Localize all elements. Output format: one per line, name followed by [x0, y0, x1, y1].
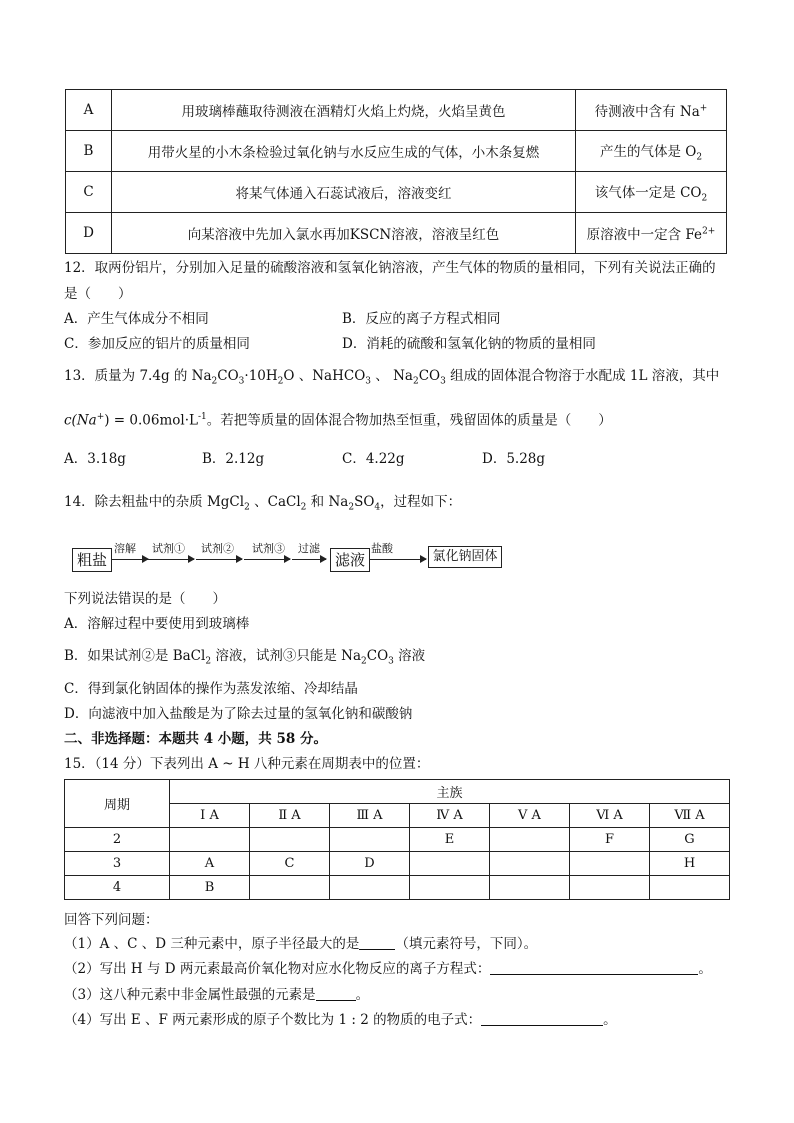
element-cell [490, 876, 570, 900]
table-row [65, 780, 730, 804]
row-operation: 将某气体通入石蕊试液后，溶液变红 [112, 172, 576, 213]
answer-blank[interactable] [359, 935, 395, 950]
flow-end-box: 氯化钠固体 [428, 546, 502, 568]
q15-subquestion-4[interactable]: （4）写出 E 、F 两元素形成的原子个数比为 1 : 2 的物质的电子式： 。 [64, 1012, 617, 1028]
answer-blank[interactable] [316, 986, 356, 1001]
flow-step-reagent3: 试剂③ [252, 542, 285, 555]
flow-arrow [112, 559, 148, 560]
q12-stem-line2: 是（ ） [64, 286, 132, 302]
q12-option-a: A．产生气体成分不相同 [64, 311, 209, 327]
flow-step-filter: 过滤 [298, 542, 320, 555]
period-label: 3 [65, 852, 170, 876]
period-label: 4 [65, 876, 170, 900]
row-label: D [66, 213, 112, 254]
table-row [65, 852, 730, 876]
element-cell [330, 876, 410, 900]
row-conclusion: 待测液中含有 Na+ [576, 90, 727, 131]
group-label: Ⅶ A [650, 804, 730, 828]
q13-option-a: A．3.18g [64, 451, 126, 467]
flow-step-dissolve: 溶解 [114, 542, 136, 555]
table-row [66, 131, 727, 172]
element-cell [650, 876, 730, 900]
element-cell: H [650, 852, 730, 876]
row-operation: 用玻璃棒蘸取待测液在酒精灯火焰上灼烧，火焰呈黄色 [112, 90, 576, 131]
table-row [66, 90, 727, 131]
element-cell: A [170, 852, 250, 876]
flow-arrow [292, 559, 326, 560]
q12-option-d: D．消耗的硫酸和氢氧化钠的物质的量相同 [342, 336, 596, 352]
q14-option-d: D．向滤液中加入盐酸是为了除去过量的氢氧化钠和碳酸钠 [64, 706, 413, 722]
q14-ask: 下列说法错误的是（ ） [64, 591, 226, 607]
row-operation: 用带火星的小木条检验过氧化钠与水反应生成的气体，小木条复燃 [112, 131, 576, 172]
q14-option-c: C．得到氯化钠固体的操作为蒸发浓缩、冷却结晶 [64, 681, 358, 697]
q13-option-c: C．4.22g [342, 451, 405, 467]
element-cell [570, 876, 650, 900]
q15-subquestion-2[interactable]: （2）写出 H 与 D 两元素最高价氧化物对应水化物反应的离子方程式： 。 [64, 961, 712, 977]
group-label: Ⅱ A [250, 804, 330, 828]
table-row [65, 876, 730, 900]
q15-answer-intro: 回答下列问题： [64, 912, 159, 928]
flow-arrow [244, 559, 290, 560]
period-label: 2 [65, 828, 170, 852]
group-header: 主族 [170, 780, 730, 804]
element-cell: B [170, 876, 250, 900]
table-row [66, 213, 727, 254]
group-label: Ⅰ A [170, 804, 250, 828]
group-label: Ⅵ A [570, 804, 650, 828]
element-cell: G [650, 828, 730, 852]
flow-filtrate-box: 滤液 [330, 548, 370, 572]
element-cell [330, 828, 410, 852]
q14-option-a: A．溶解过程中要使用到玻璃棒 [64, 616, 250, 632]
flow-arrow [370, 559, 426, 560]
answer-blank[interactable] [481, 1011, 603, 1026]
q14-option-b: B．如果试剂②是 BaCl$_2$ 溶液，试剂③只能是 $Na_2CO_3$ 溶液 [64, 648, 426, 667]
element-cell: D [330, 852, 410, 876]
table-row [65, 828, 730, 852]
q15-subquestion-3[interactable]: （3）这八种元素中非金属性最强的元素是 。 [64, 987, 370, 1003]
element-cell: C [250, 852, 330, 876]
section-heading: 二、非选择题：本题共 4 小题，共 58 分。 [64, 731, 327, 747]
flow-step-reagent2: 试剂② [201, 542, 234, 555]
row-operation: 向某溶液中先加入氯水再加KSCN溶液，溶液呈红色 [112, 213, 576, 254]
group-label: Ⅴ A [490, 804, 570, 828]
element-cell: F [570, 828, 650, 852]
purification-flow-diagram [64, 540, 504, 574]
q15-subquestion-1[interactable]: （1）A 、C 、D 三种元素中，原子半径最大的是 （填元素符号，下同）。 [64, 936, 538, 952]
flow-step-reagent1: 试剂① [152, 542, 185, 555]
q13-option-b: B．2.12g [202, 451, 265, 467]
row-label: C [66, 172, 112, 213]
q13-stem-line2: $c(Na^+) = 0.06mol\cdot L^{-1}$。若把等质量的固体混合物加热至恒重，残留固体的质量是（ ） [64, 412, 612, 429]
q15-stem: 15．（14 分）下表列出 A ~ H 八种元素在周期表中的位置： [64, 756, 430, 772]
row-conclusion: 该气体一定是 $CO_2$ [576, 172, 727, 213]
table-row [66, 172, 727, 213]
flow-start-box: 粗盐 [72, 548, 112, 572]
element-cell [490, 852, 570, 876]
element-cell: E [410, 828, 490, 852]
q12-option-b: B．反应的离子方程式相同 [342, 311, 501, 327]
q14-stem: 14．除去粗盐中的杂质 MgCl$_2$ 、CaCl$_2$ 和 $Na_2SO_4$，过程如下： [64, 494, 462, 513]
experiment-table [65, 89, 727, 254]
flow-arrow [196, 559, 242, 560]
element-cell [570, 852, 650, 876]
flow-arrow [148, 559, 194, 560]
periodic-table [64, 779, 730, 900]
q12-option-c: C．参加反应的铝片的质量相同 [64, 336, 250, 352]
element-cell [250, 828, 330, 852]
element-cell [170, 828, 250, 852]
q12-stem-line1: 12．取两份铝片，分别加入足量的硫酸溶液和氢氧化钠溶液，产生气体的物质的量相同，下列有关说法正确的 [64, 260, 716, 276]
element-cell [490, 828, 570, 852]
q13-option-d: D．5.28g [482, 451, 546, 467]
q13-stem-line1: 13．质量为 7.4g 的 $Na_2CO_3\cdot 10H_2O$ 、NaHCO$_3$ 、 $Na_2CO_3$ 组成的固体混合物溶于水配成 1L 溶液，其中 [64, 368, 720, 387]
element-cell [410, 876, 490, 900]
row-conclusion: 原溶液中一定含 $Fe^{2+}$ [576, 213, 727, 254]
answer-blank[interactable] [490, 960, 698, 975]
group-label: Ⅳ A [410, 804, 490, 828]
row-label: A [66, 90, 112, 131]
period-header: 周期 [65, 780, 170, 828]
element-cell [250, 876, 330, 900]
element-cell [410, 852, 490, 876]
row-conclusion: 产生的气体是 $O_2$ [576, 131, 727, 172]
row-label: B [66, 131, 112, 172]
flow-step-hcl: 盐酸 [371, 542, 393, 555]
group-label: Ⅲ A [330, 804, 410, 828]
